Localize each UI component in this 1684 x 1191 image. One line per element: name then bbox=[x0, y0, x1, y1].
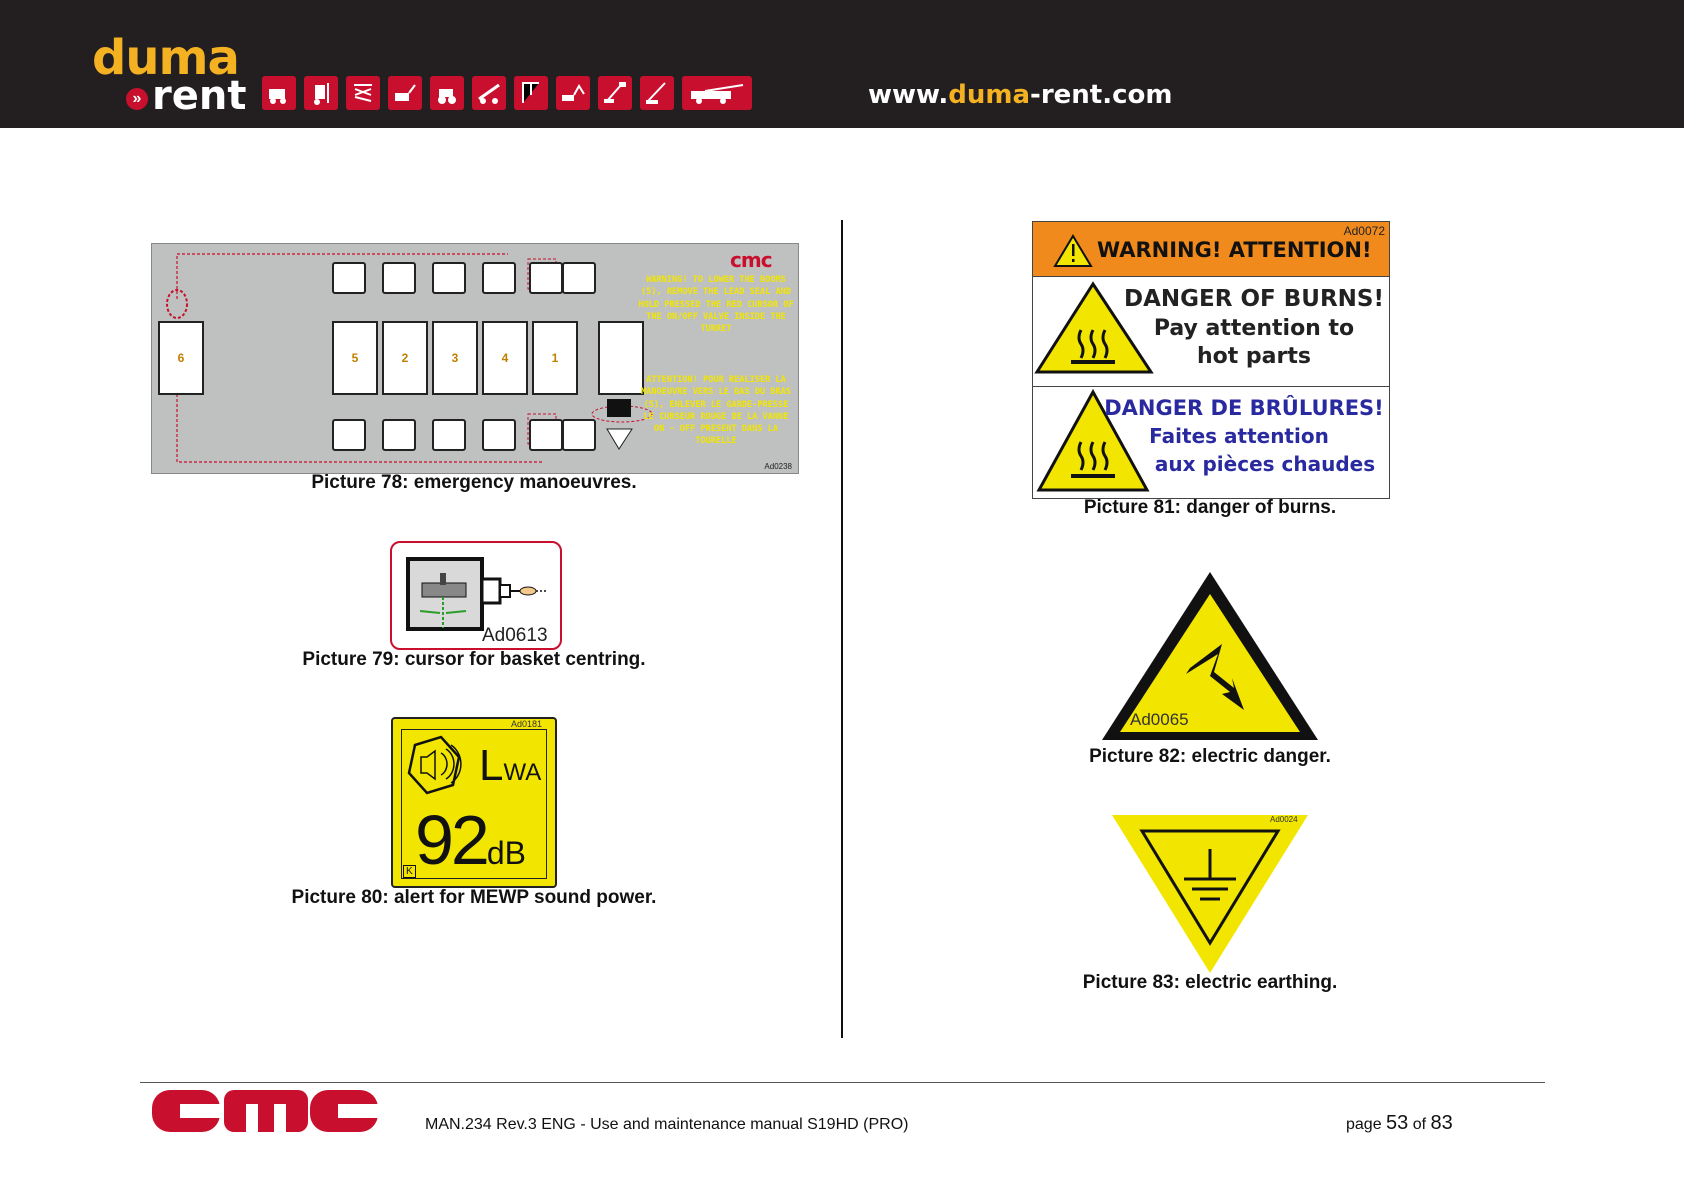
header-bar bbox=[0, 0, 1684, 128]
skid-loader-icon bbox=[262, 76, 296, 110]
decal-code: Ad0065 bbox=[1130, 710, 1189, 729]
excavator-icon bbox=[556, 76, 590, 110]
warning-title: WARNING! ATTENTION! bbox=[1097, 238, 1372, 262]
cmc-logo-icon bbox=[150, 1086, 380, 1136]
caption-picture-80: Picture 80: alert for MEWP sound power. bbox=[291, 887, 657, 908]
control-button-bottom-1 bbox=[332, 419, 366, 451]
wheel-loader-icon bbox=[430, 76, 464, 110]
logo-duma-text: duma bbox=[92, 30, 239, 86]
danger-of-burns-decal bbox=[1032, 221, 1390, 499]
control-button-top-6 bbox=[562, 262, 596, 294]
earthing-icon bbox=[1110, 813, 1310, 975]
caption-picture-83: Picture 83: electric earthing. bbox=[1082, 972, 1338, 993]
burns-line3-en: hot parts bbox=[1196, 344, 1311, 369]
footer-divider bbox=[140, 1082, 1545, 1083]
decal-code: Ad0072 bbox=[1343, 224, 1385, 238]
mini-excavator-icon bbox=[388, 76, 422, 110]
truck-lift-icon bbox=[682, 76, 752, 110]
website-url[interactable]: www.duma-rent.com bbox=[868, 80, 1173, 110]
logo-rent-text: rent bbox=[152, 73, 247, 119]
cylinder-4: 4 bbox=[482, 321, 528, 395]
control-button-bottom-6 bbox=[562, 419, 596, 451]
control-button-top-4 bbox=[482, 262, 516, 294]
burns-line2-en: Pay attention to bbox=[1153, 316, 1355, 341]
electric-danger-decal bbox=[1098, 568, 1322, 744]
crane-icon bbox=[514, 76, 548, 110]
page-indicator: page 53 of 83 bbox=[1346, 1112, 1453, 1134]
lwa-symbol: L bbox=[479, 741, 504, 790]
total-pages: 83 bbox=[1430, 1112, 1453, 1134]
electric-earthing-decal bbox=[1110, 813, 1310, 975]
decal-code: Ad0613 bbox=[482, 625, 548, 646]
caption-picture-81: Picture 81: danger of burns. bbox=[1083, 497, 1337, 518]
decal-code: Ad0238 bbox=[764, 462, 792, 471]
cylinder-1: 1 bbox=[532, 321, 578, 395]
telehandler-icon bbox=[472, 76, 506, 110]
burns-line3-fr: aux pièces chaudes bbox=[1154, 452, 1376, 476]
sound-value: 92 bbox=[415, 801, 487, 879]
cylinder-6: 6 bbox=[158, 321, 204, 395]
tracked-lift-icon bbox=[640, 76, 674, 110]
scissor-lift-icon bbox=[346, 76, 380, 110]
burns-title-fr: DANGER DE BRÛLURES! bbox=[1104, 396, 1384, 420]
emergency-manoeuvres-decal bbox=[151, 243, 799, 474]
caption-picture-79: Picture 79: cursor for basket centring. bbox=[302, 649, 646, 670]
cylinder-5: 5 bbox=[332, 321, 378, 395]
control-button-bottom-3 bbox=[432, 419, 466, 451]
control-button-top-1 bbox=[332, 262, 366, 294]
burns-line2-fr: Faites attention bbox=[1149, 424, 1329, 448]
forklift-icon bbox=[304, 76, 338, 110]
cylinder-3: 3 bbox=[432, 321, 478, 395]
logo-arrow-icon: » bbox=[126, 88, 148, 110]
control-button-bottom-5 bbox=[529, 419, 563, 451]
current-page: 53 bbox=[1386, 1112, 1409, 1134]
boom-lift-icon bbox=[598, 76, 632, 110]
lwa-subscript: WA bbox=[503, 759, 542, 786]
control-button-top-5 bbox=[529, 262, 563, 294]
warning-text-fr: ATTENTION! POUR REALISER LA MANOEUVRE VERS LE BAS DU BRAS (5), ENLEVER LE GARDE-PRESSE LE CURSEUR ROUGE DE LA VANNE ON - OFF PRESENT DANS LA TOURELLE bbox=[640, 375, 792, 447]
manual-reference: MAN.234 Rev.3 ENG - Use and maintenance manual S19HD (PRO) bbox=[425, 1116, 909, 1133]
control-button-bottom-4 bbox=[482, 419, 516, 451]
burns-title-en: DANGER OF BURNS! bbox=[1124, 286, 1384, 312]
caption-picture-82: Picture 82: electric danger. bbox=[1089, 746, 1331, 767]
control-button-top-3 bbox=[432, 262, 466, 294]
cmc-mini-logo: cmc bbox=[730, 248, 772, 272]
k-mark: K bbox=[403, 865, 416, 878]
cmc-logo bbox=[150, 1086, 380, 1141]
decal-code: Ad0024 bbox=[1270, 815, 1298, 824]
sound-power-decal bbox=[391, 717, 557, 888]
caption-picture-78: Picture 78: emergency manoeuvres. bbox=[311, 472, 637, 493]
cylinder-2: 2 bbox=[382, 321, 428, 395]
column-divider bbox=[841, 220, 843, 1038]
control-button-top-2 bbox=[382, 262, 416, 294]
sound-unit: dB bbox=[486, 835, 527, 871]
warning-text-en: WARNING! TO LOWER THE BOOMS (5), REMOVE THE LEAD SEAL AND HOLD PRESSED THE RED CURSOR OF THE ON/OFF VALVE INSIDE THE TURRET bbox=[638, 275, 794, 335]
control-button-bottom-2 bbox=[382, 419, 416, 451]
basket-centring-decal bbox=[390, 541, 562, 650]
decal-code: Ad0181 bbox=[511, 719, 543, 729]
machine-icons-strip bbox=[262, 76, 752, 110]
